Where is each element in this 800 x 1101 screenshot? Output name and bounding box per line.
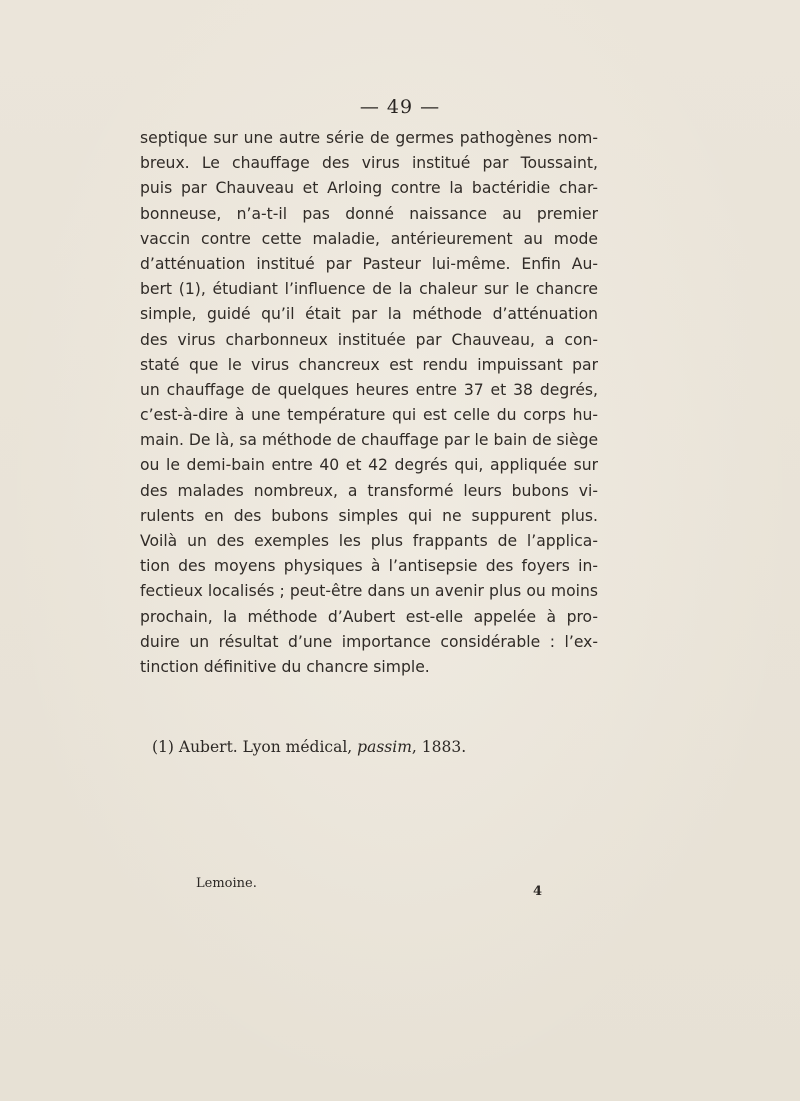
text-line: vaccin contre cette maladie, antérieurement au mode [140, 229, 598, 248]
text-line-last: tinction définitive du chancre simple. [140, 657, 430, 676]
text-line: un chauffage de quelques heures entre 37 et 38 degrés, [140, 380, 598, 399]
text-line: staté que le virus chancreux est rendu impuissant par [140, 355, 598, 374]
text-line: prochain, la méthode d’Aubert est-elle appelée à pro- [140, 607, 598, 626]
footnote-italic: passim [357, 738, 412, 756]
text-line: puis par Chauveau et Arloing contre la bactéridie char- [140, 179, 598, 198]
text-line: bonneuse, n’a-t-il pas donné naissance au premier [140, 204, 598, 223]
text-line: duire un résultat d’une importance considérable : l’ex- [140, 632, 598, 651]
text-line: simple, guidé qu’il était par la méthode d’atténuation [140, 305, 598, 324]
text-line: septique sur une autre série de germes pathogènes nom- [140, 129, 598, 147]
body-paragraph [140, 126, 598, 680]
text-line: des virus charbonneux instituée par Chauveau, a con- [140, 330, 598, 349]
page-number: — 49 — [359, 96, 441, 118]
footnote [152, 738, 466, 756]
text-line: ou le demi-bain entre 40 et 42 degrés qui, appliquée sur [140, 456, 598, 475]
text-line: d’atténuation institué par Pasteur lui-même. Enfin Au- [140, 254, 598, 273]
sheet-number: 4 [533, 884, 543, 899]
text-line: bert (1), étudiant l’influence de la chaleur sur le chancre [140, 280, 598, 299]
text-line: fectieux localisés ; peut-être dans un avenir plus ou moins [140, 582, 598, 601]
text-line: tion des moyens physiques à l’antisepsie des foyers in- [140, 557, 598, 576]
text-line: rulents en des bubons simples qui ne suppurent plus. [140, 506, 598, 525]
footnote-tail: , 1883. [411, 738, 467, 756]
text-line: c’est-à-dire à une température qui est celle du corps hu- [140, 406, 598, 425]
text-line: Voilà un des exemples les plus frappants de l’applica- [140, 532, 598, 550]
signature-mark: Lemoine. [196, 876, 257, 891]
text-line: des malades nombreux, a transformé leurs bubons vi- [140, 481, 598, 500]
text-line: breux. Le chauffage des virus institué par Toussaint, [140, 154, 598, 173]
footnote-reference: (1) Aubert. Lyon médical, [152, 738, 353, 756]
text-line: main. De là, sa méthode de chauffage par le bain de siège [140, 431, 598, 450]
